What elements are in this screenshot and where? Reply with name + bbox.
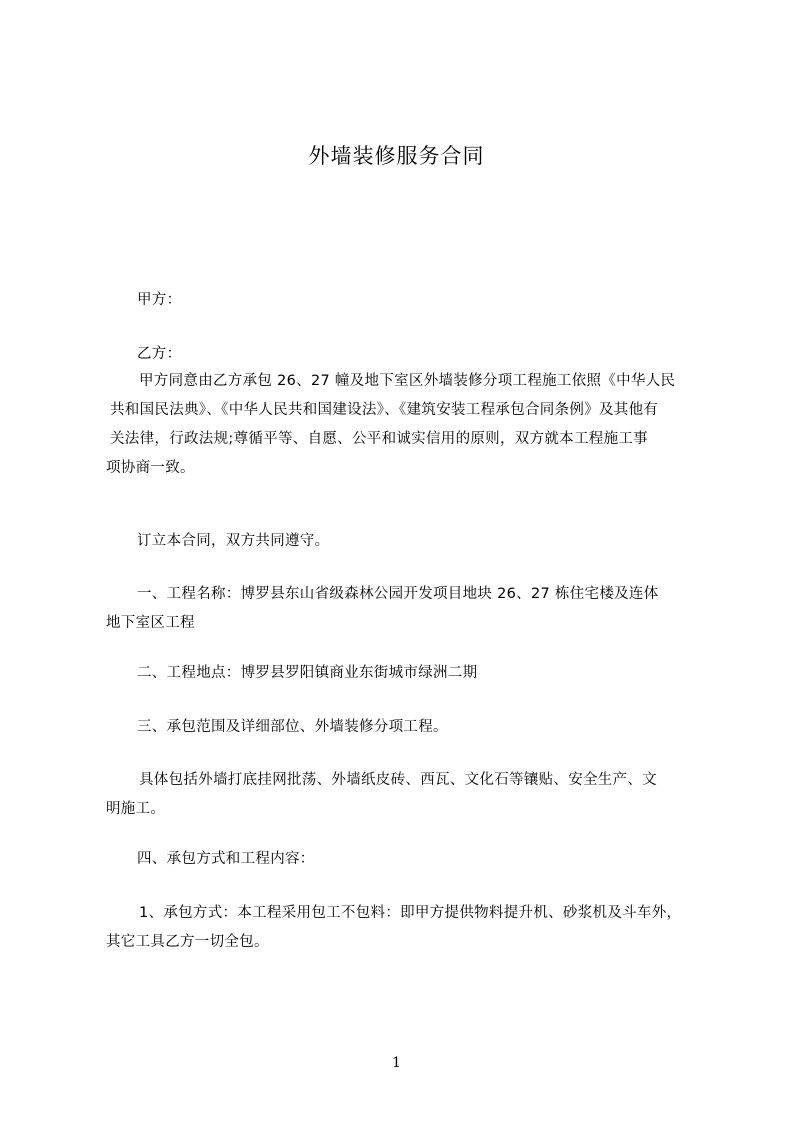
party-a-label: 甲方：: [137, 292, 182, 308]
section-3-paragraph: [106, 713, 706, 742]
section-1-paragraph: [106, 580, 706, 638]
section-2-line: 二、工程地点：博罗县罗阳镇商业东街城市绿洲二期: [137, 665, 478, 681]
agreement-paragraph: [106, 527, 706, 556]
intro-line-4: 项协商一致。: [106, 460, 195, 476]
document-title: 外墙装修服务合同: [308, 144, 485, 168]
intro-line-2: 共和国民法典》、《中华人民共和国建设法》、《建筑安装工程承包合同条例》及其他有: [110, 402, 659, 418]
intro-line-3: 关法律，行政法规;尊循平等、自愿、公平和诚实信用的原则，双方就本工程施工事: [110, 431, 648, 447]
scope-line-2: 明施工。: [106, 801, 166, 817]
intro-paragraph: [106, 367, 706, 483]
page-number: 1: [392, 1055, 401, 1071]
party-a-line: [106, 286, 706, 315]
party-b-line: [106, 340, 706, 369]
section-4-line: 四、承包方式和工程内容：: [137, 851, 315, 867]
item-1-line-2: 其它工具乙方一切全包。: [106, 934, 269, 950]
scope-paragraph: [106, 766, 706, 824]
section-3-line: 三、承包范围及详细部位、外墙装修分项工程。: [137, 719, 448, 735]
party-b-label: 乙方：: [137, 346, 182, 362]
item-1-line-1: 1、承包方式：本工程采用包工不包料：即甲方提供物料提升机、砂浆机及斗车外，: [139, 905, 682, 921]
scope-line-1: 具体包括外墙打底挂网批荡、外墙纸皮砖、西瓦、文化石等镶贴、安全生产、文: [139, 772, 657, 788]
agreement-line: 订立本合同，双方共同遵守。: [137, 533, 330, 549]
section-2-paragraph: [106, 659, 706, 688]
item-1-paragraph: [106, 899, 706, 957]
intro-line-1: 甲方同意由乙方承包 26、27 幢及地下室区外墙装修分项工程施工依照《中华人民: [139, 373, 676, 389]
section-1-line-2: 地下室区工程: [106, 615, 195, 631]
section-1-line-1: 一、工程名称：博罗县东山省级森林公园开发项目地块 26、27 栋住宅楼及连体: [137, 586, 659, 602]
section-4-paragraph: [106, 845, 706, 874]
